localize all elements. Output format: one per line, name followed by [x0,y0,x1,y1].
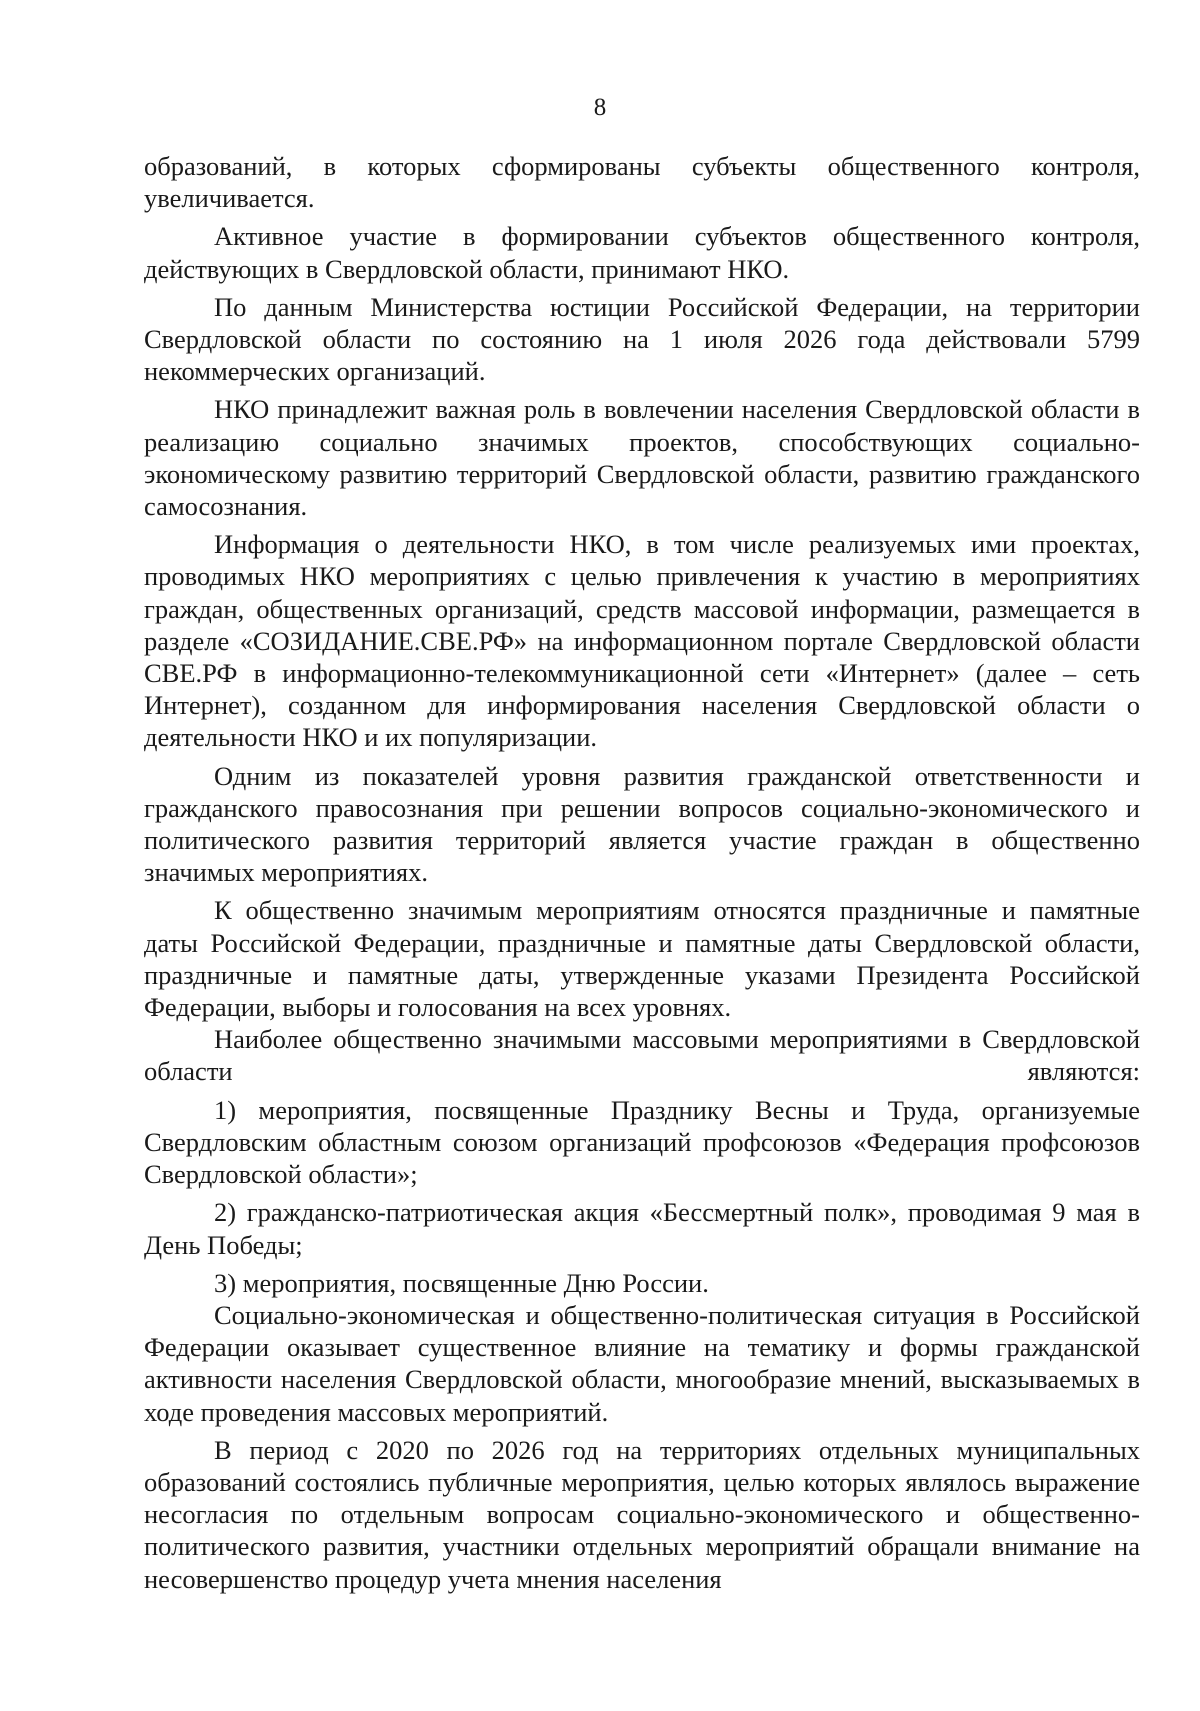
page-number: 8 [593,94,607,121]
paragraph-ministry-data: По данным Министерства юстиции Российской Федерации, на территории Свердловской области по состоянию на 1 июля 2026 года действовали 5799 некоммерческих организаций. [144,291,1140,387]
paragraph-nko-role: НКО принадлежит важная роль в вовлечении населения Свердловской области в реализацию социально значимых проектов, способствующих социально-экономическому развитию территорий Свердловской области, развитию гражданского самосознания. [144,394,1140,522]
paragraph-nko-information: Информация о деятельности НКО, в том числе реализуемых ими проектах, проводимых НКО мероприятиях с целью привлечения к участию в мероприятиях граждан, общественных организаций, средств массовой информации, размещается в разделе «СОЗИДАНИЕ.СВЕ.РФ» на информационном портале Свердловской области СВЕ.РФ в информационно-телекоммуникационной сети «Интернет» (далее – сеть Интернет), созданном для информирования населения Свердловской области о деятельности НКО и их популяризации. [144,529,1140,753]
paragraph-socio-political-situation: Социально-экономическая и общественно-политическая ситуация в Российской Федерации оказывает существенное влияние на тематику и формы гражданской активности населения Свердловской области, многообразие мнений, высказываемых в ходе проведения массовых мероприятий. [144,1299,1140,1427]
paragraph-continuation: образований, в которых сформированы субъекты общественного контроля, увеличивается. [144,151,1140,214]
list-item-3: 3) мероприятия, посвященные Дню России. [214,1267,709,1298]
list-item-2: 2) гражданско-патриотическая акция «Бессмертный полк», проводимая 9 мая в День Победы; [144,1197,1140,1260]
paragraph-mass-events-intro: Наиболее общественно значимыми массовыми мероприятиями в Свердловской области являются: [144,1024,1140,1087]
paragraph-nko-participation: Активное участие в формировании субъектов общественного контроля, действующих в Свердловской области, принимают НКО. [144,221,1140,284]
list-item-1: 1) мероприятия, посвященные Празднику Весны и Труда, организуемые Свердловским областным союзом организаций профсоюзов «Федерация профсоюзов Свердловской области»; [144,1094,1140,1190]
paragraph-significant-events: К общественно значимым мероприятиям относятся праздничные и памятные даты Российской Федерации, праздничные и памятные даты Свердловской области, праздничные и памятные даты, утвержденные указами Президента Российской Федерации, выборы и голосования на всех уровнях. [144,895,1140,1023]
paragraph-public-events: В период с 2020 по 2026 год на территориях отдельных муниципальных образований состоялись публичные мероприятия, целью которых являлось выражение несогласия по отдельным вопросам социально-экономического и общественно-политического развития, участники отдельных мероприятий обращали внимание на несовершенство процедур учета мнения населения [144,1434,1140,1594]
paragraph-indicators: Одним из показателей уровня развития гражданской ответственности и гражданского правосознания при решении вопросов социально-экономического и политического развития территорий является участие граждан в общественно значимых мероприятиях. [144,760,1140,888]
document-body [144,150,1140,1595]
